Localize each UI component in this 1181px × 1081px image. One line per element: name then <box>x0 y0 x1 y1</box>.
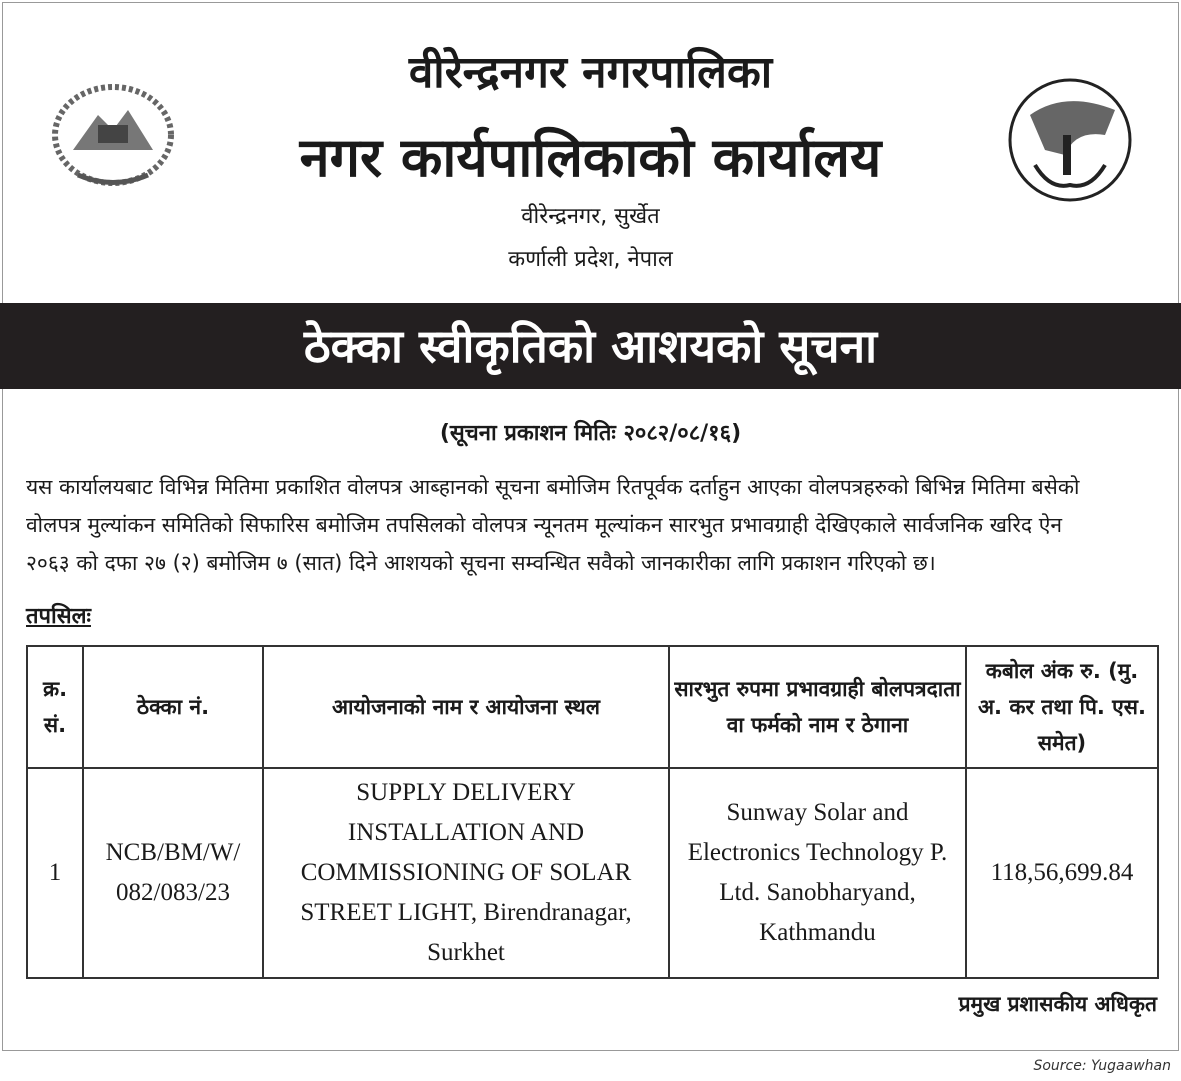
table-header-row <box>27 646 1158 768</box>
body-line: यस कार्यालयबाट विभिन्न मितिमा प्रकाशित वोलपत्र आब्हानको सूचना बमोजिम रितपूर्वक दर्ताहुन आएका वोलपत्रहरुको बिभिन्न मितिमा बसेको <box>26 475 1080 499</box>
notice-title-banner: ठेक्का स्वीकृतिको आशयको सूचना <box>0 303 1181 389</box>
notice-body <box>26 468 1160 582</box>
address-line-1: वीरेन्द्रनगर, सुर्खेत <box>521 204 660 229</box>
body-line: २०६३ को दफा २७ (२) बमोजिम ७ (सात) दिने आशयको सूचना सम्वन्धित सवैको जानकारीका लागि प्रकाशन गरिएको छ। <box>26 551 936 575</box>
details-label: तपसिलः <box>26 604 91 629</box>
source-credit: Source: Yugaawhan <box>1033 1058 1171 1074</box>
cell-bidder: Sunway Solar and Electronics Technology P. Ltd. Sanobharyand, Kathmandu <box>669 768 966 978</box>
office-name: नगर कार्यपालिकाको कार्यालय <box>299 126 882 189</box>
cell-project: SUPPLY DELIVERY INSTALLATION AND COMMISSIONING OF SOLAR STREET LIGHT, Birendranagar, Surkhet <box>263 768 669 978</box>
publish-date: (सूचना प्रकाशन मितिः २०८२/०८/१६) <box>439 421 742 446</box>
signatory-title: प्रमुख प्रशासकीय अधिकृत <box>958 992 1157 1016</box>
col-bidder: सारभुत रुपमा प्रभावग्राही बोलपत्रदाता वा फर्मको नाम र ठेगाना <box>669 646 966 768</box>
address-line-2: कर्णाली प्रदेश, नेपाल <box>508 247 673 272</box>
col-project: आयोजनाको नाम र आयोजना स्थल <box>263 646 669 768</box>
col-serial: क्र. सं. <box>27 646 83 768</box>
cell-contract-no: NCB/BM/W/ 082/083/23 <box>83 768 263 978</box>
cell-amount: 118,56,699.84 <box>966 768 1158 978</box>
col-amount: कबोल अंक रु. (मु. अ. कर तथा पि. एस. समेत) <box>966 646 1158 768</box>
body-line: वोलपत्र मुल्यांकन समितिको सिफारिस बमोजिम तपसिलको वोलपत्र न्यूनतम मूल्यांकन सारभुत प्रभावग्राही देखिएकाले सार्वजनिक खरिद ऐन <box>26 513 1063 537</box>
municipality-name: वीरेन्द्रनगर नगरपालिका <box>408 47 773 98</box>
table-row <box>27 768 1158 978</box>
cell-serial: 1 <box>27 768 83 978</box>
col-contract-no: ठेक्का नं. <box>83 646 263 768</box>
contract-table <box>26 645 1159 979</box>
